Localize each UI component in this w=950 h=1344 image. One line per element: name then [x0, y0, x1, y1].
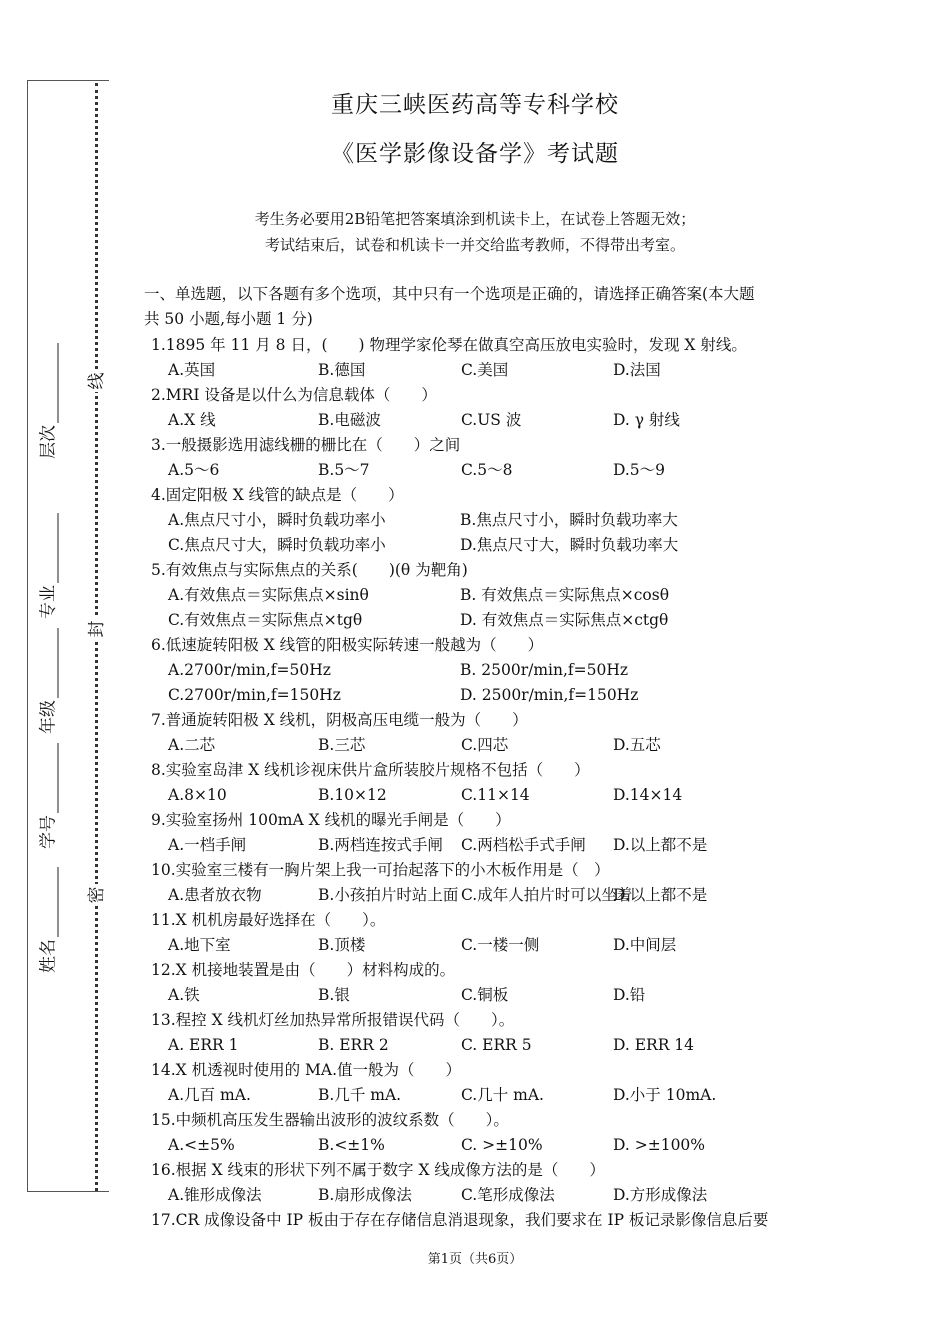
answer-option: D.五芯: [613, 736, 661, 754]
grade-label: 年级: [38, 700, 59, 734]
question-stem: 16.根据 X 线束的形状下列不属于数字 X 线成像方法的是（ ）: [151, 1161, 605, 1179]
answer-option: A.2700r/min,f=50Hz: [168, 661, 331, 679]
major-blank[interactable]: [40, 513, 59, 583]
question-stem: 5.有效焦点与实际焦点的关系( )(θ 为靶角): [151, 561, 468, 579]
question-stem: 15.中频机高压发生器输出波形的波纹系数（ ）。: [151, 1111, 509, 1129]
answer-option: D.14×14: [613, 786, 683, 804]
seal-char-tight: 密: [86, 884, 108, 906]
answer-option: D.方形成像法: [613, 1186, 708, 1204]
answer-option: C.铜板: [461, 986, 509, 1004]
option-row: [168, 733, 814, 758]
answer-option: D. γ 射线: [613, 411, 680, 429]
answer-option: D.法国: [613, 361, 661, 379]
student-id-blank[interactable]: [40, 743, 59, 813]
question-stem: 9.实验室扬州 100mA X 线机的曝光手闸是（ ）: [151, 811, 511, 829]
answer-option: D.焦点尺寸大，瞬时负载功率大: [460, 536, 679, 554]
option-row: [168, 883, 814, 908]
answer-option: A.地下室: [168, 936, 231, 954]
major-field[interactable]: [27, 508, 65, 624]
question-stem: 2.MRI 设备是以什么为信息载体（ ）: [151, 386, 437, 404]
option-row: [168, 658, 814, 683]
answer-option: C.11×14: [461, 786, 530, 804]
question-stem: 17.CR 成像设备中 IP 板由于存在存储信息消退现象，我们要求在 IP 板记录影像信息后要: [151, 1211, 769, 1229]
answer-option: B.焦点尺寸小，瞬时负载功率大: [460, 511, 678, 529]
grade-blank[interactable]: [40, 628, 59, 698]
student-id-label: 学号: [38, 815, 59, 849]
page-number: 第1页（共6页）: [427, 1252, 523, 1267]
option-row: [168, 1083, 814, 1108]
answer-option: C.2700r/min,f=150Hz: [168, 686, 341, 704]
answer-option: D.中间层: [613, 936, 677, 954]
answer-option: C.两档松手式手闸: [461, 836, 586, 854]
answer-option: B.5～7: [318, 461, 370, 479]
option-row: [168, 1183, 814, 1208]
answer-option: A.铁: [168, 986, 200, 1004]
answer-option: B.扇形成像法: [318, 1186, 412, 1204]
answer-option: A.患者放衣物: [168, 886, 262, 904]
question-stem: 7.普通旋转阳极 X 线机，阴极高压电缆一般为（ ）: [151, 711, 528, 729]
answer-option: D. ERR 14: [613, 1036, 695, 1054]
answer-option: C.成年人拍片时可以坐着: [461, 886, 633, 904]
answer-option: D. 有效焦点＝实际焦点×ctgθ: [460, 611, 669, 629]
answer-option: A.英国: [168, 361, 216, 379]
answer-option: A.一档手闸: [168, 836, 247, 854]
level-label: 层次: [38, 425, 59, 459]
option-row: [168, 583, 814, 608]
question-stem: 3.一般摄影选用滤线栅的栅比在（ ）之间: [151, 436, 461, 454]
answer-option: D.以上都不是: [613, 886, 708, 904]
option-row: [168, 358, 814, 383]
notice-line-2: 考试结束后，试卷和机读卡一并交给监考教师，不得带出考室。: [264, 236, 685, 254]
answer-option: A.焦点尺寸小，瞬时负载功率小: [168, 511, 386, 529]
exam-title: 《医学影像设备学》考试题: [331, 141, 619, 167]
section-heading-line-1: 一、单选题，以下各题有多个选项，其中只有一个选项是正确的，请选择正确答案(本大题: [144, 285, 755, 303]
answer-option: C.焦点尺寸大，瞬时负载功率小: [168, 536, 386, 554]
question-stem: 11.X 机机房最好选择在（ ）。: [151, 911, 386, 929]
answer-option: A.锥形成像法: [168, 1186, 262, 1204]
answer-option: C.US 波: [461, 411, 522, 429]
answer-option: A.几百 mA.: [168, 1086, 251, 1104]
answer-option: B.几千 mA.: [318, 1086, 402, 1104]
seal-char-seal: 封: [86, 618, 108, 640]
notice-line-1: 考生务必要用2B铅笔把答案填涂到机读卡上，在试卷上答题无效；: [254, 210, 696, 228]
option-row: [168, 683, 814, 708]
answer-option: C.有效焦点＝实际焦点×tgθ: [168, 611, 363, 629]
answer-option: B.三芯: [318, 736, 366, 754]
answer-option: C.四芯: [461, 736, 509, 754]
option-row: [168, 608, 814, 633]
answer-option: B.电磁波: [318, 411, 381, 429]
answer-option: A. ERR 1: [168, 1036, 239, 1054]
major-label: 专业: [38, 585, 59, 619]
answer-option: D.铅: [613, 986, 646, 1004]
answer-option: A.二芯: [168, 736, 216, 754]
grade-field[interactable]: [27, 626, 65, 736]
answer-option: B.顶楼: [318, 936, 366, 954]
question-list: [144, 333, 814, 1233]
name-blank[interactable]: [40, 867, 59, 937]
option-row: [168, 408, 814, 433]
answer-option: C.5～8: [461, 461, 513, 479]
answer-option: B. 2500r/min,f=50Hz: [460, 661, 629, 679]
answer-option: C.美国: [461, 361, 509, 379]
option-row: [168, 933, 814, 958]
name-field[interactable]: [27, 860, 65, 980]
question-stem: 4.固定阳极 X 线管的缺点是（ ）: [151, 486, 404, 504]
answer-option: A.8×10: [168, 786, 227, 804]
option-row: [168, 533, 814, 558]
answer-option: A.X 线: [168, 411, 216, 429]
answer-option: B.10×12: [318, 786, 387, 804]
option-row: [168, 508, 814, 533]
school-name: 重庆三峡医药高等专科学校: [331, 92, 619, 118]
question-stem: 14.X 机透视时使用的 MA.值一般为（ ）: [151, 1061, 462, 1079]
option-row: [168, 833, 814, 858]
answer-option: B.德国: [318, 361, 366, 379]
section-heading: [144, 282, 814, 332]
seal-char-line: 线: [86, 370, 108, 392]
answer-option: C.笔形成像法: [461, 1186, 555, 1204]
option-row: [168, 783, 814, 808]
answer-option: A.<±5%: [168, 1136, 235, 1154]
answer-option: B.<±1%: [318, 1136, 385, 1154]
question-stem: 1.1895 年 11 月 8 日，( ) 物理学家伦琴在做真空高压放电实验时，发现 X 射线。: [151, 336, 747, 354]
answer-option: C. ERR 5: [461, 1036, 532, 1054]
answer-option: D. 2500r/min,f=150Hz: [460, 686, 639, 704]
answer-option: A.有效焦点＝实际焦点×sinθ: [168, 586, 369, 604]
option-row: [168, 1033, 814, 1058]
answer-option: C.几十 mA.: [461, 1086, 544, 1104]
level-field[interactable]: [27, 320, 65, 482]
answer-option: B.两档连按式手闸: [318, 836, 443, 854]
answer-option: C.一楼一侧: [461, 936, 540, 954]
question-stem: 13.程控 X 线机灯丝加热异常所报错误代码（ ）。: [151, 1011, 515, 1029]
question-stem: 8.实验室岛津 X 线机诊视床供片盒所装胶片规格不包括（ ）: [151, 761, 590, 779]
option-row: [168, 1133, 814, 1158]
answer-option: D.小于 10mA.: [613, 1086, 717, 1104]
answer-option: A.5～6: [168, 461, 220, 479]
answer-option: D.5～9: [613, 461, 666, 479]
section-heading-line-2: 共 50 小题,每小题 1 分): [144, 310, 313, 328]
answer-option: B. 有效焦点＝实际焦点×cosθ: [460, 586, 670, 604]
name-label: 姓名: [38, 939, 59, 973]
question-stem: 6.低速旋转阳极 X 线管的阳极实际转速一般越为（ ）: [151, 636, 544, 654]
student-id-field[interactable]: [27, 738, 65, 854]
answer-option: B.小孩拍片时站上面: [318, 886, 459, 904]
question-stem: 12.X 机接地装置是由（ ）材料构成的。: [151, 961, 456, 979]
level-blank[interactable]: [40, 343, 59, 423]
answer-option: D.以上都不是: [613, 836, 708, 854]
answer-option: B. ERR 2: [318, 1036, 389, 1054]
question-stem: 10.实验室三楼有一胸片架上我一可抬起落下的小木板作用是（ ）: [151, 861, 610, 879]
question-section: [144, 282, 814, 1233]
option-row: [168, 458, 814, 483]
answer-option: B.银: [318, 986, 350, 1004]
answer-option: D. >±100%: [613, 1136, 706, 1154]
option-row: [168, 983, 814, 1008]
answer-option: C. >±10%: [461, 1136, 543, 1154]
